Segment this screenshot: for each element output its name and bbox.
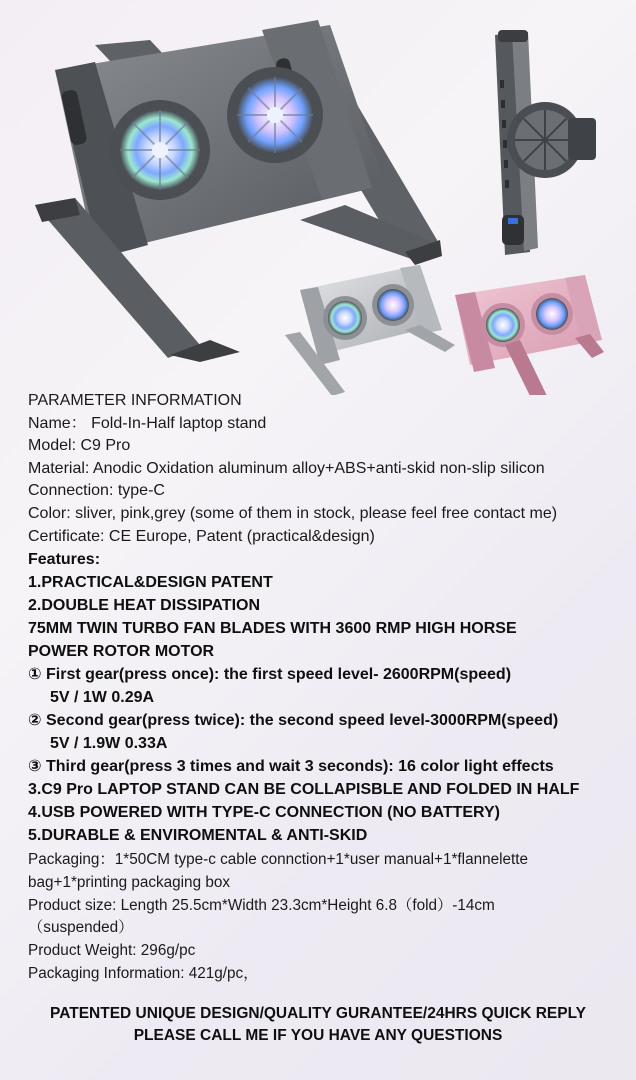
name-line: Name： Fold-In-Half laptop stand bbox=[28, 414, 267, 432]
certificate-line: Certificate: CE Europe, Patent (practical&design) bbox=[28, 527, 375, 545]
gear-2-desc: : the second speed level-3000RPM(speed) bbox=[239, 712, 559, 729]
gear-2-spec: 5V / 1.9W 0.33A bbox=[50, 735, 168, 752]
product-images bbox=[0, 0, 636, 395]
gear-3-label: ③ Third gear(press 3 times and wait 3 seconds) bbox=[28, 758, 389, 775]
product-size-line-1: Product size: Length 25.5cm*Width 23.3cm*Height 6.8（fold）-14cm bbox=[28, 896, 495, 914]
features-heading: Features: bbox=[28, 551, 101, 568]
feature-5: 5.DURABLE & ENVIROMENTAL & ANTI-SKID bbox=[28, 827, 368, 844]
feature-1: 1.PRACTICAL&DESIGN PATENT bbox=[28, 574, 273, 591]
gear-1-label: ① First gear(press once) bbox=[28, 666, 215, 683]
pink-laptop-stand-image bbox=[455, 275, 604, 395]
model-line: Model: C9 Pro bbox=[28, 437, 131, 455]
gear-1-spec: 5V / 1W 0.29A bbox=[50, 689, 155, 706]
feature-3: 3.C9 Pro LAPTOP STAND CAN BE COLLAPISBLE AND FOLDED IN HALF bbox=[28, 781, 580, 798]
packaging-section bbox=[28, 849, 626, 986]
gear-1 bbox=[28, 663, 626, 686]
footer-line-2: PLEASE CALL ME IF YOU HAVE ANY QUESTIONS bbox=[133, 1027, 503, 1044]
gear-2 bbox=[28, 709, 626, 732]
product-size-line-2: （suspended） bbox=[28, 919, 134, 937]
feature-2: 2.DOUBLE HEAT DISSIPATION bbox=[28, 597, 261, 614]
parameter-heading: PARAMETER INFORMATION bbox=[28, 392, 242, 409]
packaging-line-2: bag+1*printing packaging box bbox=[28, 873, 230, 891]
gear-1-desc: : the first speed level- 2600RPM(speed) bbox=[214, 666, 512, 683]
gear-3 bbox=[28, 755, 626, 778]
feature-2-detail-2: POWER ROTOR MOTOR bbox=[28, 643, 215, 660]
gear-2-label: ② Second gear(press twice) bbox=[28, 712, 240, 729]
feature-2-detail-1: 75MM TWIN TURBO FAN BLADES WITH 3600 RMP HIGH HORSE bbox=[28, 620, 517, 637]
material-line: Material: Anodic Oxidation aluminum alloy+ABS+anti-skid non-slip silicon bbox=[28, 459, 545, 477]
packaging-information: Packaging Information: 421g/pc， bbox=[28, 964, 259, 982]
product-weight: Product Weight: 296g/pc bbox=[28, 942, 196, 960]
feature-4: 4.USB POWERED WITH TYPE-C CONNECTION (NO BATTERY) bbox=[28, 804, 500, 821]
footer-banner bbox=[0, 1003, 636, 1047]
features-section bbox=[28, 548, 626, 847]
connection-line: Connection: type-C bbox=[28, 482, 165, 500]
packaging-line-1: Packaging：1*50CM type-c cable connction+1*user manual+1*flannelette bbox=[28, 851, 529, 868]
folded-stand-image bbox=[495, 30, 596, 255]
silver-laptop-stand-image bbox=[285, 265, 455, 395]
parameter-section bbox=[28, 390, 626, 548]
color-line: Color: sliver, pink,grey (some of them in stock, please feel free contact me) bbox=[28, 504, 558, 522]
gear-3-desc: : 16 color light effects bbox=[388, 758, 554, 775]
footer-line-1: PATENTED UNIQUE DESIGN/QUALITY GURANTEE/24HRS QUICK REPLY bbox=[50, 1005, 586, 1022]
